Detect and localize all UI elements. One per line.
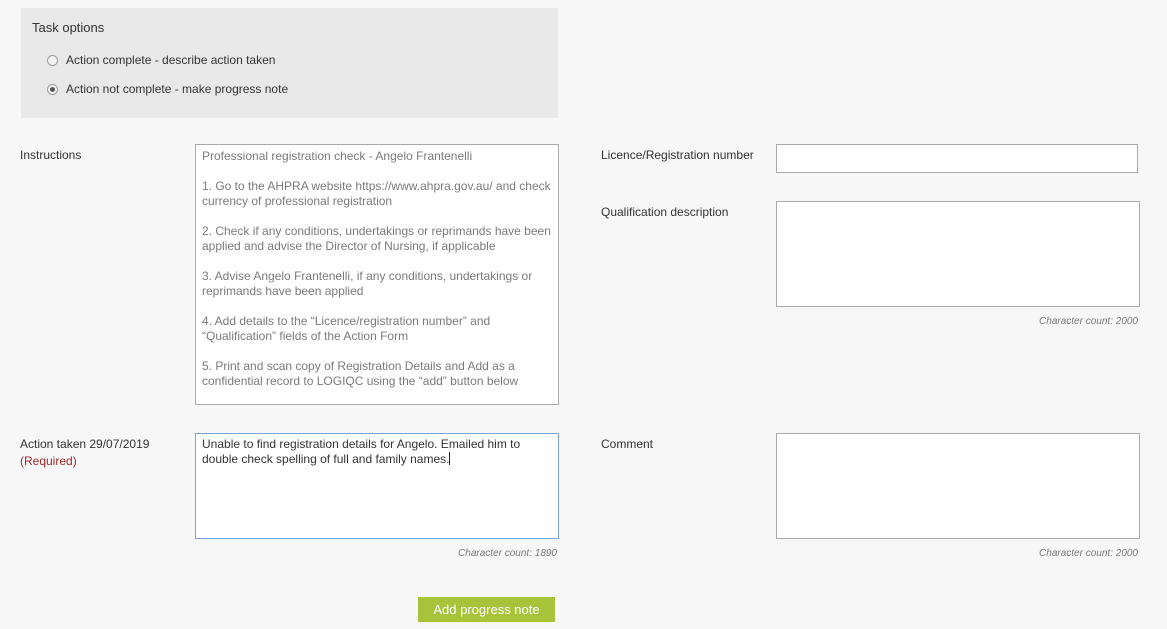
required-indicator: (Required) xyxy=(20,454,77,468)
radio-selected-dot xyxy=(50,87,55,92)
instructions-line: 1. Go to the AHPRA website https://www.ahpra.gov.au/ and check currency of professional registration xyxy=(202,179,551,208)
radio-action-not-complete[interactable] xyxy=(47,84,58,95)
action-taken-label xyxy=(20,437,149,468)
add-progress-note-button[interactable]: Add progress note xyxy=(418,597,555,622)
instructions-line: 5. Print and scan copy of Registration Details and Add as a confidential record to LOGIQC using the “add” button below xyxy=(202,359,519,388)
option-action-not-complete-label: Action not complete - make progress note xyxy=(66,82,289,96)
task-options-title: Task options xyxy=(32,20,105,35)
instructions-box[interactable] xyxy=(195,144,559,405)
qualification-char-count: Character count: 2000 xyxy=(1039,316,1138,327)
action-taken-text: Unable to find registration details for Angelo. Emailed him to double check spelling of full and family names. xyxy=(202,437,521,466)
option-action-complete[interactable] xyxy=(47,53,275,67)
licence-label: Licence/Registration number xyxy=(601,148,754,162)
qualification-textarea[interactable] xyxy=(776,201,1140,307)
comment-textarea[interactable] xyxy=(776,433,1140,539)
option-action-not-complete[interactable] xyxy=(47,82,288,96)
action-taken-char-count: Character count: 1890 xyxy=(458,548,557,559)
instructions-line: Professional registration check - Angelo Frantenelli xyxy=(202,149,473,163)
instructions-line: 2. Check if any conditions, undertakings or reprimands have been applied and advise the Director of Nursing, if applicable xyxy=(202,224,551,253)
instructions-line: 3. Advise Angelo Frantenelli, if any conditions, undertakings or reprimands have been applied xyxy=(202,269,533,298)
qualification-label: Qualification description xyxy=(601,205,729,219)
licence-input[interactable] xyxy=(776,144,1138,173)
action-taken-textarea[interactable] xyxy=(195,433,559,539)
task-options-panel xyxy=(21,8,558,118)
instructions-label: Instructions xyxy=(20,148,82,162)
comment-char-count: Character count: 2000 xyxy=(1039,548,1138,559)
radio-action-complete[interactable] xyxy=(47,55,58,66)
action-taken-label-text: Action taken 29/07/2019 xyxy=(20,437,150,451)
instructions-line: 4. Add details to the “Licence/registration number” and “Qualification” fields of the Action Form xyxy=(202,314,491,343)
comment-label: Comment xyxy=(601,437,654,451)
option-action-complete-label: Action complete - describe action taken xyxy=(66,53,276,67)
text-caret xyxy=(449,452,450,465)
